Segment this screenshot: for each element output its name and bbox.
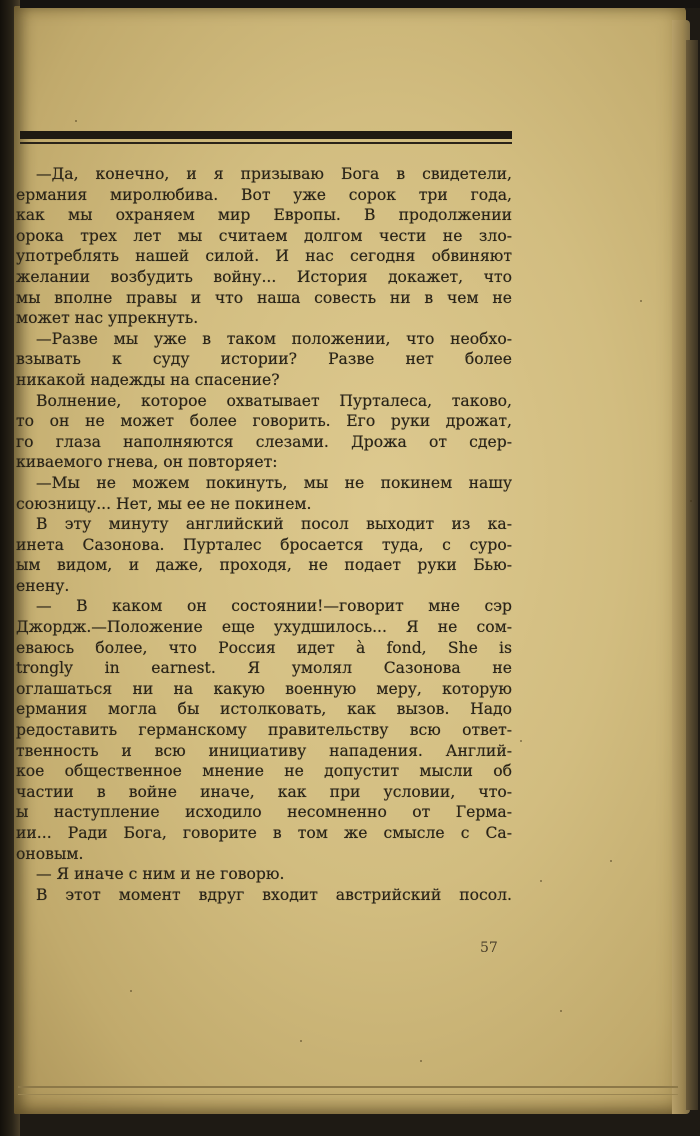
text-line: — В каком он состоянии!—говорит мне сэр [36,597,512,616]
bottom-rule [18,1086,678,1088]
bottom-rule-thin [18,1094,678,1095]
text-line: В этот момент вдруг входит австрийский посол. [36,885,512,904]
text-line: никакой надежды на спасение? [16,370,280,389]
text-line: trongly in earnest. Я умолял Сазонова не [16,659,512,678]
text-line: ым видом, и даже, проходя, не подает руки Бью- [16,556,512,575]
paper-speck [610,860,612,862]
text-line: еваюсь более, что Россия идет à fond, She is [16,638,512,657]
text-line: взывать к суду истории? Разве нет более [16,350,512,369]
page-edge-shadow [686,40,698,1110]
text-line: —Да, конечно, и я призываю Бога в свидетели, [36,165,512,183]
paper-speck [690,500,692,502]
text-line: ии... Ради Бога, говорите в том же смысле с Са- [16,824,512,842]
paper-speck [540,880,542,882]
text-line: кое общественное мнение не допустит мысли об [16,762,512,781]
text-line: енену. [16,576,70,595]
text-line: ы наступление исходило несомненно от Герма- [16,803,512,822]
text-line: оновым. [16,844,84,863]
text-line: редоставить германскому правительству всю ответ- [16,721,512,740]
page-number: 57 [480,940,498,956]
paper-speck [640,300,642,302]
paper-speck [300,1040,302,1042]
text-line: может нас упрекнуть. [16,309,199,328]
text-line: —Мы не можем покинуть, мы не покинем нашу [36,473,512,492]
text-line: как мы охраняем мир Европы. В продолжении [16,206,512,225]
text-line: то он не может более говорить. Его руки дрожат, [16,412,512,431]
header-rule-thin [20,142,512,144]
paper-speck [560,1010,562,1012]
text-line: употреблять нашей силой. И нас сегодня обвиняют [16,247,512,266]
text-line: киваемого гнева, он повторяет: [16,453,278,472]
text-line: союзницу... Нет, мы ее не покинем. [16,494,312,513]
paper-speck [75,120,77,122]
text-line: —Разве мы уже в таком положении, что необхо- [36,329,512,348]
text-line: ермания могла бы истолковать, как вызов. Надо [16,700,512,719]
top-shadow [20,0,700,8]
text-line: оглашаться ни на какую военную меру, которую [16,679,512,698]
paper-speck [420,1060,422,1062]
text-line: частии в войне иначе, как при условии, что- [16,782,512,801]
paper-speck [130,990,132,992]
header-rule-thick [20,131,512,139]
text-line: орока трех лет мы считаем долгом чести не зло- [16,226,512,245]
text-line: твенность и всю инициативу нападения. Англий- [16,741,512,760]
text-line: Джордж.—Положение еще ухудшилось... Я не сом- [16,618,512,637]
text-line: инета Сазонова. Пурталес бросается туда, с суро- [16,535,512,554]
text-line: мы вполне правы и что наша совесть ни в чем не [16,288,512,307]
text-line: — Я иначе с ним и не говорю. [36,865,285,884]
text-line: Волнение, которое охватывает Пурталеса, таково, [36,391,512,410]
paper-speck [520,740,522,742]
body-text [16,164,512,905]
text-line: В эту минуту английский посол выходит из ка- [36,515,512,534]
text-line: го глаза наполняются слезами. Дрожа от сдер- [16,432,512,451]
text-line: желании возбудить войну... История докажет, что [16,267,512,286]
text-line: ермания миролюбива. Вот уже сорок три года, [16,185,512,204]
